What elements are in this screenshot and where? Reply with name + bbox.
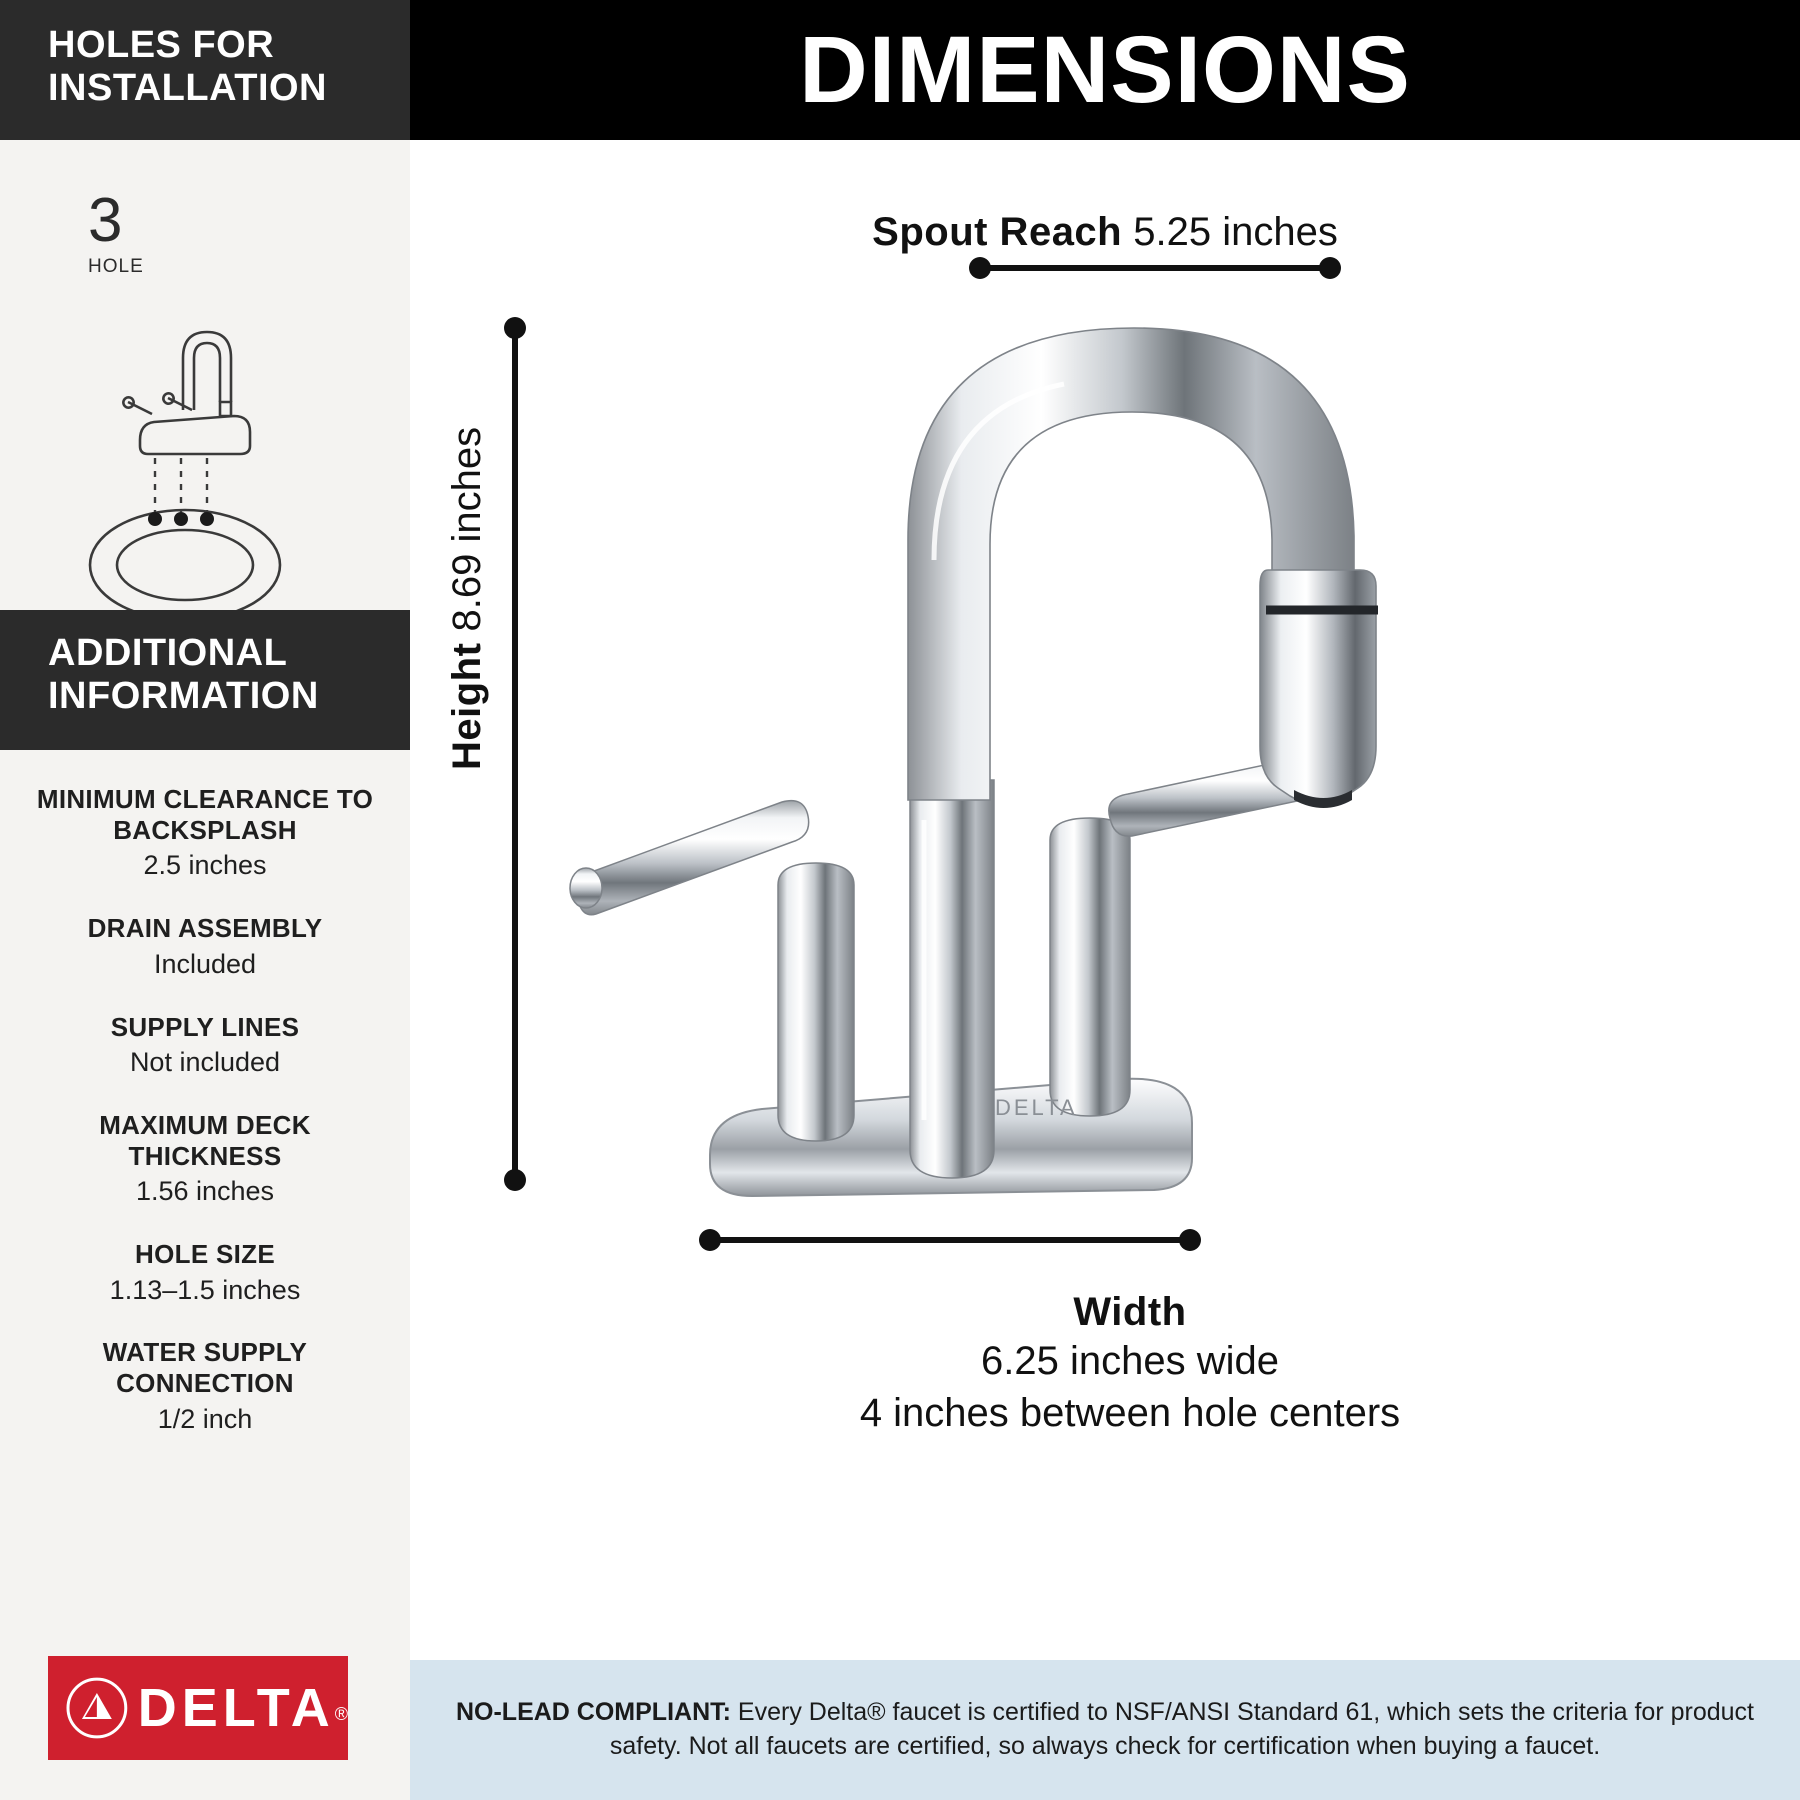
width-hole-centers: 4 inches between hole centers [859, 1391, 1401, 1435]
spout-reach-title: Spout Reach [872, 210, 1123, 254]
info-item-minimum-clearance [30, 784, 380, 883]
info-item-drain-assembly [30, 913, 380, 981]
info-item-hole-size [30, 1239, 380, 1307]
info-value: 2.5 inches [143, 850, 267, 881]
hole-count-value: 3 [88, 186, 123, 255]
info-label: MAXIMUM DECK THICKNESS [99, 1109, 311, 1171]
delta-registered-mark: ® [334, 1704, 348, 1724]
width-dimension-line [699, 1229, 1201, 1251]
spout-reach-label [410, 210, 1800, 255]
no-lead-compliant-note [410, 1660, 1800, 1800]
left-sidebar [0, 0, 410, 1800]
info-value: 1.13–1.5 inches [109, 1274, 301, 1305]
holes-installation-diagram [0, 140, 410, 610]
height-label [445, 427, 490, 770]
width-title: Width [1073, 1290, 1187, 1334]
delta-wordmark: DELTA [137, 1678, 335, 1738]
holes-for-installation-heading: HOLES FOR INSTALLATION [0, 0, 410, 140]
info-value: 1.56 inches [135, 1176, 275, 1207]
sink-holes-illustration [0, 140, 410, 610]
additional-information-list [0, 750, 410, 1437]
info-item-water-supply-connection [30, 1337, 380, 1436]
spout-reach-dimension-line [969, 257, 1341, 279]
additional-information-heading: ADDITIONAL INFORMATION [0, 610, 410, 750]
width-value: 6.25 inches wide [981, 1339, 1279, 1383]
info-label: HOLE SIZE [135, 1239, 275, 1270]
hole-count-label: HOLE [88, 256, 144, 277]
height-title: Height [445, 642, 489, 770]
delta-triangle-icon [66, 1677, 128, 1739]
info-item-maximum-deck-thickness [30, 1110, 380, 1209]
info-value: 1/2 inch [157, 1403, 253, 1434]
height-value: 8.69 inches [445, 426, 489, 632]
page-title: DIMENSIONS [799, 16, 1411, 123]
dimensions-diagram [410, 140, 1800, 1660]
height-dimension-line [504, 317, 526, 1191]
width-label-block [630, 1290, 1630, 1439]
note-body: Every Delta® faucet is certified to NSF/ANSI Standard 61, which sets the criteria for product safety. Not all faucets are certified, so always check for certification when buying a faucet. [609, 1698, 1754, 1760]
spout-reach-value: 5.25 inches [1133, 210, 1338, 254]
info-label: DRAIN ASSEMBLY [87, 913, 323, 944]
info-value: Included [153, 948, 257, 979]
info-label: SUPPLY LINES [110, 1011, 300, 1042]
note-label: NO-LEAD COMPLIANT: [455, 1698, 731, 1727]
note-text [450, 1696, 1760, 1764]
info-label: WATER SUPPLY CONNECTION [102, 1337, 308, 1399]
header-bar [410, 0, 1800, 140]
faucet-brand-mark: DELTA [995, 1095, 1078, 1120]
info-label: MINIMUM CLEARANCE TO BACKSPLASH [36, 784, 374, 845]
faucet-illustration [570, 328, 1378, 1196]
info-item-supply-lines [30, 1012, 380, 1080]
info-value: Not included [129, 1047, 281, 1078]
delta-logo [48, 1656, 348, 1760]
